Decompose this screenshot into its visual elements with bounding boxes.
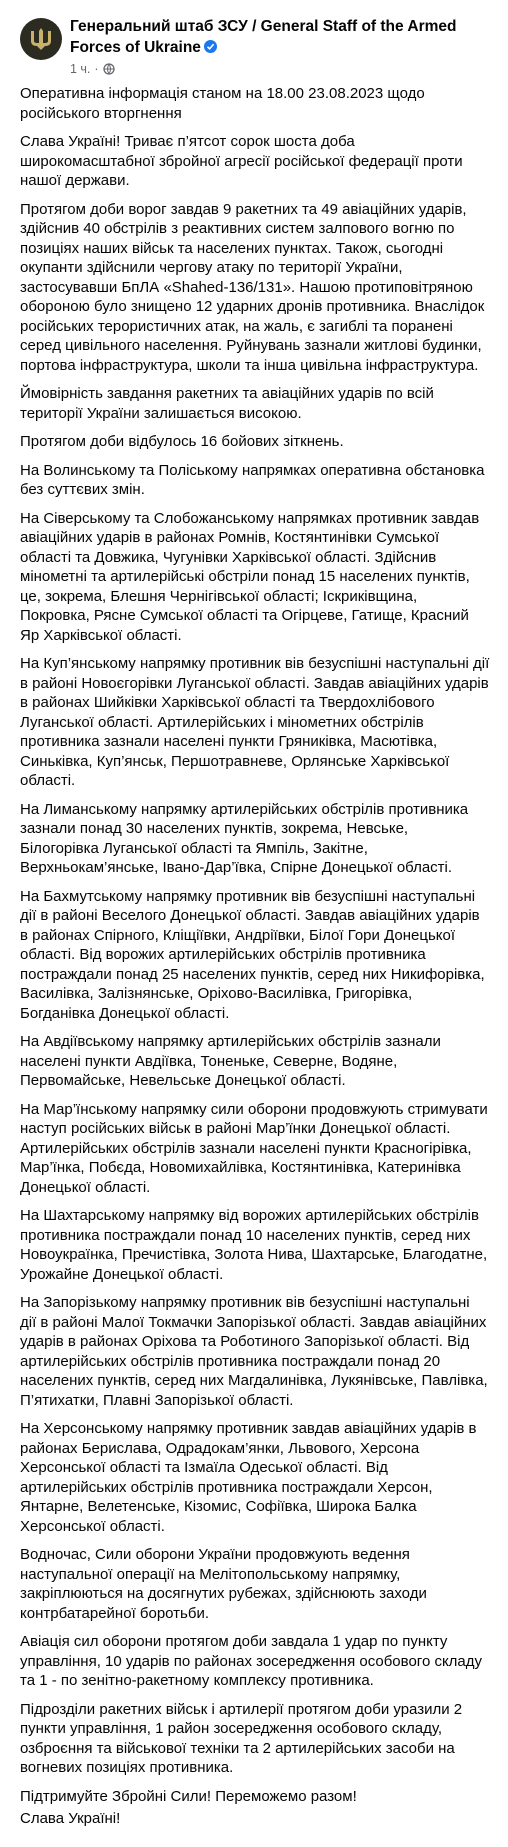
post-paragraph: Водночас, Сили оборони України продовжують ведення наступальної операції на Мелітопольському напрямку, закріплюються на досягнутих рубежах, здійснюють заходи контрбатарейної боротьби. (20, 1546, 427, 1622)
post-paragraph: На Херсонському напрямку противник завдав авіаційних ударів в районах Берислава, Одрадокам’янки, Львового, Херсона Херсонської області та Ізмаїла Одеської області. Від артилерійських обстрілів противника постраждали Херсон, Янтарне, Велетенське, Кізомис, Софіївка, Широка Балка Херсонської області. (20, 1420, 477, 1535)
post-body (20, 84, 490, 1838)
post-paragraph: На Мар’їнському напрямку сили оборони продовжують стримувати наступ російських військ в районі Мар’їнки Донецької області. Артилерійських обстрілів зазнали населені пункти Красногірівка, Мар’їнка, Побєда, Новомихайлівка, Костянтинівка, Катеринівка Донецької області. (20, 1100, 488, 1196)
post-header (20, 14, 498, 78)
post-paragraph: На Запорізькому напрямку противник вів безуспішні наступальні дії в районі Малої Токмачки Запорізької області. Завдав авіаційних ударів в районах Оріхова та Роботиного Запорізької області. Від артилерійських обстрілів противника постраждали понад 20 населених пунктів, серед них Магдалинівка, Лукянівське, Павлівка, П’ятихатки, Плавні Запорізької області. (20, 1294, 488, 1409)
meta-separator: · (94, 62, 99, 76)
post-paragraph: Оперативна інформація станом на 18.00 23.08.2023 щодо російського вторгнення (20, 85, 425, 122)
post-paragraph: Протягом доби відбулось 16 бойових зіткнень. (20, 433, 344, 450)
post-paragraph: Підрозділи ракетних військ і артилерії протягом доби уразили 2 пункти управління, 1 район зосередження особового складу, озброєння та військової техніки та 2 артилерійських засоби на вогневих позиціях противника. (20, 1700, 463, 1776)
post-paragraph: Авіація сил оборони протягом доби завдала 1 удар по пункту управління, 10 ударів по районах зосередження особового складу та 1 - по зенітно-ракетному комплексу противника. (20, 1633, 483, 1689)
globe-icon[interactable] (103, 63, 115, 75)
closing-line: Підтримуйте Збройні Сили! Переможемо разом! (20, 1787, 357, 1805)
post-meta (70, 62, 115, 76)
verified-badge-icon (204, 40, 217, 53)
post-paragraph: Протягом доби ворог завдав 9 ракетних та 49 авіаційних ударів, здійснив 40 обстрілів з реактивних систем залпового вогню по позиціях наших військ та населених пунктах. Також, сьогодні окупанти здійснили чергову атаку по території України, застосувавши БпЛА «Shahed-136/131». Нашою протиповітряною обороною було знищено 12 ударних дронів противника. Внаслідок російських терористичних атак, на жаль, є загиблі та поранені серед цивільного населення. Руйнувань зазнали житлові будинки, портова інфраструктура, школи та інша цивільна інфраструктура. (20, 200, 485, 374)
post-paragraph: Слава Україні! Триває п’ятсот сорок шоста доба широкомасштабної збройної агресії російської федерації проти нашої держави. (20, 133, 463, 189)
post-paragraph: На Лиманському напрямку артилерійських обстрілів противника зазнали понад 30 населених пунктів, зокрема, Невське, Білогорівка Луганської області та Ямпіль, Закітне, Верхньокам’янське, Івано-Дар’ївка, Спірне Донецької області. (20, 800, 469, 876)
post-paragraph: На Бахмутському напрямку противник вів безуспішні наступальні дії в районі Веселого Донецької області. Завдав авіаційних ударів в районах Спірного, Кліщіївки, Андріївки, Білої Гори Донецької області. Від ворожих артилерійських обстрілів противника постраждали понад 25 населених пунктів, серед них Никифорівка, Василівка, Залізнянське, Оріхово-Василівка, Григорівка, Богданівка Донецької області. (20, 887, 485, 1022)
post-paragraph: На Шахтарському напрямку від ворожих артилерійських обстрілів противника постраждали понад 10 населених пунктів, серед них Новоукраїнка, Пречистівка, Золота Нива, Шахтарське, Благодатне, Урожайне Донецької області. (20, 1207, 488, 1283)
post-paragraph: Ймовірність завдання ракетних та авіаційних ударів по всій території України залишається високою. (20, 385, 434, 422)
author-name[interactable] (70, 16, 498, 58)
post-time[interactable]: 1 ч. (70, 62, 91, 76)
avatar[interactable] (20, 18, 62, 60)
trident-icon (28, 26, 54, 52)
post-paragraph: На Сіверському та Слобожанському напрямках противник завдав авіаційних ударів в районах Ромнів, Костянтинівки Сумської області та Довжика, Чугунівки Харківської області. Здійснив мінометні та артилерійські обстріли понад 15 населених пунктів, це, зокрема, Блешня Чернігівської області; Іскриківщина, Покровка, Рясне Сумської області та Огірцеве, Гатище, Красний Яр Харківської області. (20, 509, 480, 644)
closing-line: Слава Україні! (20, 1810, 121, 1827)
post-paragraph: На Авдіївському напрямку артилерійських обстрілів зазнали населені пункти Авдіївка, Тоненьке, Северне, Водяне, Первомайське, Невельське Донецької області. (20, 1033, 441, 1089)
post-paragraph: На Куп’янському напрямку противник вів безуспішні наступальні дії в районі Новоєгорівки Луганської області. Завдав авіаційних ударів в районах Шийківки Харківської області та Твердохлібового Луганської області. Артилерійських і мінометних обстрілів противника зазнали населені пункти Гряниківка, Масютівка, Синьківка, Куп’янськ, Першотравневе, Орлянське Харківської області. (20, 655, 490, 789)
author-name-text[interactable]: Генеральний штаб ЗСУ / General Staff of the Armed Forces of Ukraine (70, 18, 457, 56)
post-paragraph: На Волинському та Поліському напрямках оперативна обстановка без суттєвих змін. (20, 461, 485, 498)
